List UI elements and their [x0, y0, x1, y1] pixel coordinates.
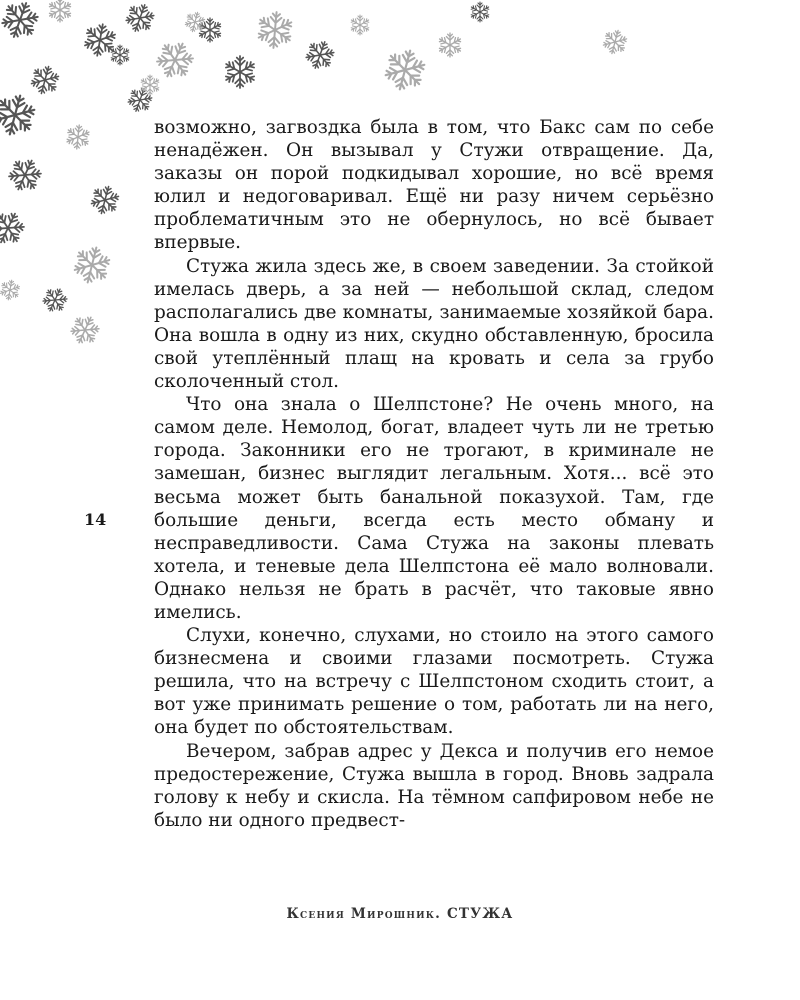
- paragraph: Вечером, забрав адрес у Декса и получив его немое предостережение, Стужа вышла в город. Вновь задрала голову к небу и скисла. На тёмном сапфировом небе не было ни одного предвест-: [154, 740, 714, 831]
- snowflake-icon: [255, 10, 295, 49]
- page-number: 14: [84, 510, 107, 529]
- snowflake-icon: [48, 0, 72, 22]
- snowflake-icon: [600, 27, 630, 56]
- snowflake-icon: [0, 206, 30, 249]
- snowflake-icon: [470, 2, 490, 22]
- footer-title: СТУЖА: [446, 906, 514, 922]
- snowflake-icon: [224, 56, 257, 88]
- paragraph: Стужа жила здесь же, в своем заведении. За стойкой имелась дверь, а за ней — небольшой склад, следом располагались две комнаты, занимаемые хозяйкой бара. Она вошла в одну из них, скудно обставленную, бросила свой утеплённый плащ на кровать и села за грубо сколоченный стол.: [154, 255, 714, 393]
- paragraph: возможно, загвоздка была в том, что Бакс сам по себе ненадёжен. Он вызывал у Стужи отвращение. Да, заказы он порой подкидывал хорошие, но всё время юлил и недоговаривал. Ещё ни разу ничем серьёзно проблематичным это не обернулось, но всё бывает впервые.: [154, 117, 714, 254]
- snowflake-icon: [4, 154, 47, 197]
- snowflake-icon: [0, 278, 22, 301]
- snowflake-icon: [66, 311, 104, 348]
- snowflake-icon: [302, 37, 338, 73]
- running-footer: [0, 906, 800, 922]
- snowflake-icon: [380, 45, 430, 94]
- snowflake-icon: [28, 63, 63, 97]
- snowflake-icon: [81, 21, 119, 58]
- body-text: [154, 116, 714, 832]
- paragraph: Слухи, конечно, слухами, но стоило на этого самого бизнесмена и своими глазами посмотреть. Стужа решила, что на встречу с Шелпстоном сходить стоит, а вот уже принимать решение о том, работать ли на него, она будет по обстоятельствам.: [154, 625, 714, 739]
- snowflake-icon: [39, 284, 71, 316]
- snowflake-icon: [65, 124, 92, 150]
- snowflake-icon: [0, 0, 43, 43]
- snowflake-icon: [151, 36, 199, 84]
- snowflake-icon: [70, 243, 114, 287]
- snowflake-icon: [110, 45, 130, 65]
- snowflake-icon: [0, 90, 40, 139]
- snowflake-icon: [183, 10, 208, 35]
- snowflake-icon: [350, 15, 370, 35]
- snowflake-icon: [88, 183, 123, 217]
- snowflake-icon: [198, 18, 222, 42]
- snowflake-icon: [438, 33, 462, 57]
- snowflake-icon: [122, 0, 158, 36]
- paragraph: Что она знала о Шелпстоне? Не очень много, на самом деле. Немолод, богат, владеет чуть ли не третью города. Законники его не трогают, в криминале не замешан, бизнес выглядит легальным. Хотя... всё это весьма может быть банальной показухой. Там, где большие деньги, всегда есть место обману и несправедливости. Сама Стужа на законы плевать хотела, и теневые дела Шелпстона её мало волновали. Однако нельзя не брать в расчёт, что таковые явно имелись.: [154, 394, 714, 623]
- footer-author: Ксения Мирошник.: [286, 906, 442, 922]
